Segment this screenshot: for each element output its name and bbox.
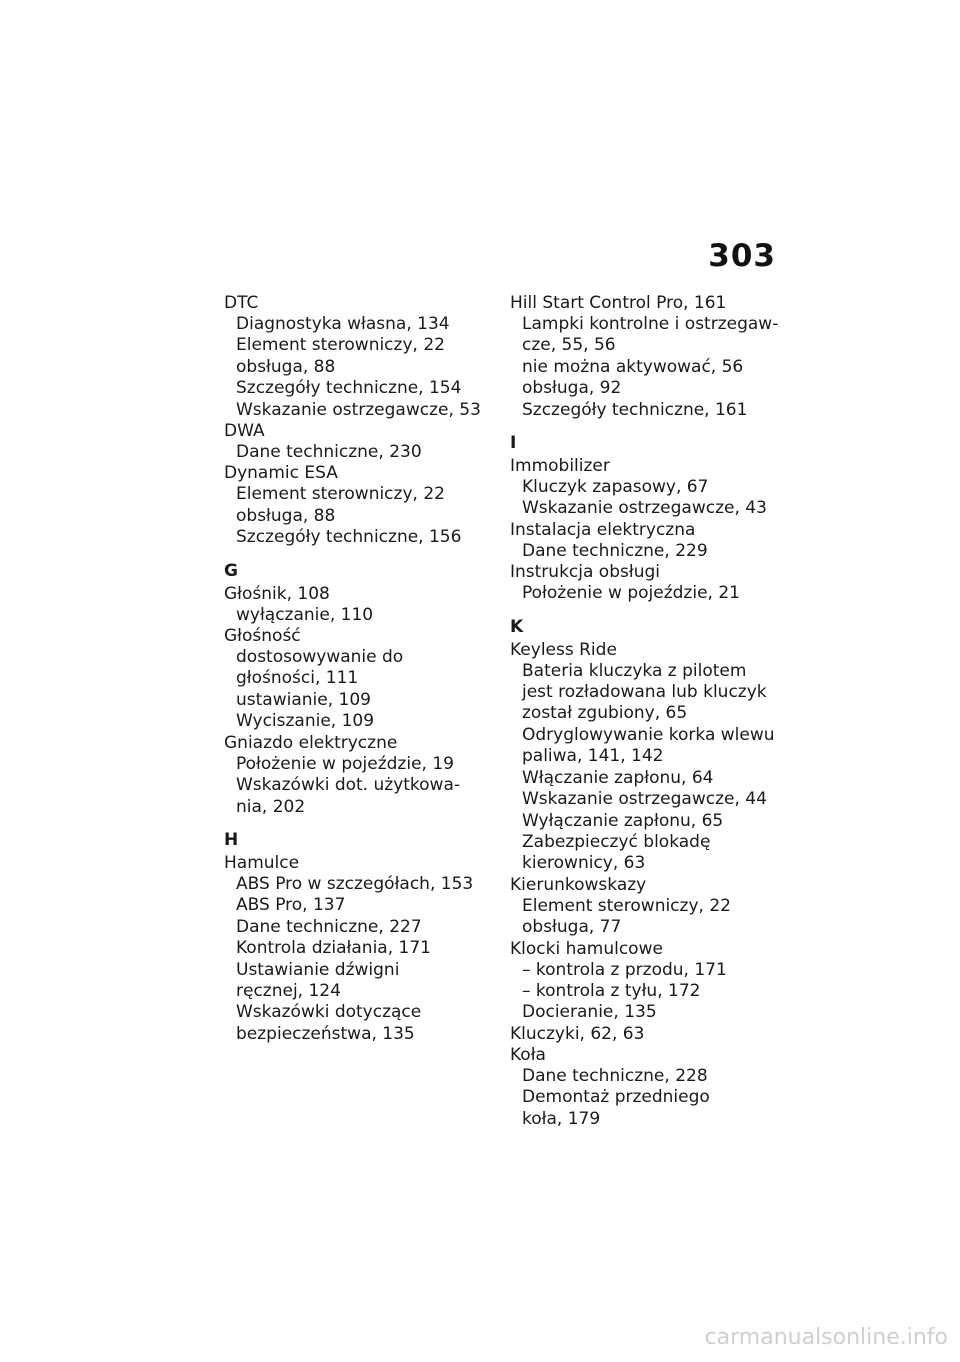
index-subentry-line: jest rozładowana lub kluczyk [522, 682, 767, 703]
index-subentry-line: Wyciszanie, 109 [236, 711, 375, 732]
index-subentry-line: Element sterowniczy, 22 [236, 335, 445, 356]
index-term: Kierunkowskazy [510, 874, 647, 895]
index-subentry-line: paliwa, 141, 142 [522, 746, 664, 767]
index-subentry [224, 874, 494, 895]
index-subentry-line: obsługa, 77 [522, 917, 622, 938]
index-subentry-line: Dane techniczne, 227 [236, 916, 422, 937]
index-subentry [224, 335, 494, 356]
index-subentry-line: ABS Pro, 137 [236, 895, 346, 916]
index-subentry-line: Dane techniczne, 228 [522, 1065, 708, 1086]
index-entry [510, 293, 780, 421]
index-column-left [224, 293, 494, 1045]
index-subentry-line: Dane techniczne, 230 [236, 442, 422, 463]
index-subentry [224, 775, 494, 818]
index-subentry-line: Wskazówki dotyczące [236, 1002, 422, 1023]
index-term: Dynamic ESA [224, 463, 338, 484]
index-subentry [510, 498, 780, 519]
index-term: Gniazdo elektryczne [224, 732, 398, 753]
index-subentry [510, 378, 780, 399]
index-subentry-line: cze, 55, 56 [522, 335, 616, 356]
index-entry [510, 875, 780, 939]
index-entry [510, 939, 780, 1024]
index-subentry-line: głośności, 111 [236, 668, 359, 689]
index-subentry-line: Szczegóły techniczne, 154 [236, 378, 462, 399]
index-subentry [224, 917, 494, 938]
index-subentry-line: dostosowywanie do [236, 647, 404, 668]
index-subentry-line: Dane techniczne, 229 [522, 540, 708, 561]
index-subentry [510, 832, 780, 875]
index-subentry-line: Wyłączanie zapłonu, 65 [522, 810, 724, 831]
index-subentry [510, 917, 780, 938]
index-subentry [224, 314, 494, 335]
index-entry [510, 1024, 780, 1045]
index-term: Hill Start Control Pro, 161 [510, 293, 727, 313]
index-subentry-line: Diagnostyka własna, 134 [236, 314, 450, 334]
index-term: Keyless Ride [510, 639, 617, 660]
index-subentry [510, 768, 780, 789]
index-subentry-line: koła, 179 [522, 1108, 601, 1129]
index-term: Klocki hamulcowe [510, 938, 663, 959]
index-subentry [224, 754, 494, 775]
index-subentry-line: Wskazówki dot. użytkowa- [236, 775, 461, 796]
index-subentry [510, 811, 780, 832]
index-term: Kluczyki, 62, 63 [510, 1023, 645, 1044]
index-entry [510, 1045, 780, 1130]
index-subentry [224, 378, 494, 399]
index-subentry [510, 789, 780, 810]
index-subentry [510, 477, 780, 498]
index-letter-heading: G [224, 560, 238, 581]
index-entry [510, 640, 780, 875]
index-subentry-line: Bateria kluczyka z pilotem [522, 660, 747, 681]
index-subentry-line: Położenie w pojeździe, 21 [522, 583, 740, 604]
index-subentry-line: Docieranie, 135 [522, 1002, 657, 1023]
index-entry [224, 733, 494, 818]
index-subentry [224, 690, 494, 711]
index-subentry [510, 1087, 780, 1130]
index-letter-heading: K [510, 616, 524, 637]
index-letter-heading: I [510, 433, 517, 454]
index-subentry-line: – kontrola z przodu, 171 [522, 959, 727, 980]
index-subentry [510, 541, 780, 562]
index-entry [510, 456, 780, 520]
index-subentry [224, 1002, 494, 1045]
index-letter-heading: H [224, 829, 239, 850]
index-entry [510, 562, 780, 604]
index-subentry [510, 896, 780, 917]
index-subentry-line: obsługa, 88 [236, 356, 336, 377]
index-subentry-line: ABS Pro w szczegółach, 153 [236, 873, 474, 894]
watermark: carmanualsonline.info [704, 1325, 948, 1350]
index-entry [224, 626, 494, 733]
index-subentry-line: Ustawianie dźwigni [236, 959, 400, 980]
index-subentry-line: Element sterowniczy, 22 [522, 895, 731, 916]
index-subentry [224, 484, 494, 505]
index-subentry [224, 960, 494, 1003]
index-subentry [224, 605, 494, 626]
index-subentry [224, 647, 494, 690]
index-subentry [510, 1002, 780, 1023]
index-subentry-line: Wskazanie ostrzegawcze, 43 [522, 498, 767, 519]
index-subentry [224, 400, 494, 421]
index-subentry-line: Demontaż przedniego [522, 1087, 710, 1108]
index-subentry-line: Wskazanie ostrzegawcze, 44 [522, 789, 767, 810]
index-entry [224, 853, 494, 1045]
index-subentry-line: nie można aktywować, 56 [522, 356, 744, 377]
index-subentry-line: obsługa, 88 [236, 505, 336, 526]
index-subentry [510, 357, 780, 378]
index-term: Instalacja elektryczna [510, 519, 696, 540]
index-term: Instrukcja obsługi [510, 562, 660, 583]
index-subentry [510, 661, 780, 725]
index-subentry-line: Szczegóły techniczne, 156 [236, 527, 462, 548]
index-subentry-line: Włączanie zapłonu, 64 [522, 767, 714, 788]
index-subentry-line: Lampki kontrolne i ostrzegaw- [522, 314, 779, 334]
index-entry [224, 293, 494, 421]
index-entry [510, 520, 780, 562]
index-subentry [224, 938, 494, 959]
index-subentry-line: ręcznej, 124 [236, 980, 341, 1001]
index-term: Koła [510, 1044, 546, 1065]
index-subentry [224, 895, 494, 916]
index-subentry [510, 400, 780, 421]
index-subentry [510, 960, 780, 981]
index-subentry [510, 314, 780, 357]
index-term: Głośność [224, 626, 301, 647]
index-subentry-line: Kontrola działania, 171 [236, 938, 431, 959]
index-entry [224, 463, 494, 548]
index-subentry-line: obsługa, 92 [522, 378, 622, 399]
index-subentry [510, 583, 780, 604]
index-subentry [224, 357, 494, 378]
index-subentry-line: Kluczyk zapasowy, 67 [522, 477, 709, 498]
index-subentry-line: Element sterowniczy, 22 [236, 484, 445, 505]
index-subentry-line: – kontrola z tyłu, 172 [522, 980, 701, 1001]
index-subentry [224, 527, 494, 548]
index-subentry [224, 442, 494, 463]
index-subentry-line: wyłączanie, 110 [236, 604, 374, 625]
page-number: 303 [708, 238, 776, 274]
index-subentry-line: Odryglowywanie korka wlewu [522, 724, 775, 745]
index-subentry-line: Szczegóły techniczne, 161 [522, 399, 748, 420]
index-term: Hamulce [224, 852, 300, 873]
index-subentry-line: bezpieczeństwa, 135 [236, 1023, 415, 1044]
index-term: Głośnik, 108 [224, 583, 330, 604]
index-subentry-line: Położenie w pojeździe, 19 [236, 753, 454, 774]
index-subentry-line: Zabezpieczyć blokadę [522, 831, 711, 852]
index-entry [224, 584, 494, 626]
index-subentry [224, 506, 494, 527]
index-subentry [510, 1066, 780, 1087]
index-subentry-line: Wskazanie ostrzegawcze, 53 [236, 399, 481, 420]
index-subentry-line: nia, 202 [236, 796, 306, 817]
index-subentry-line: ustawianie, 109 [236, 689, 371, 710]
index-subentry [224, 711, 494, 732]
index-term: Immobilizer [510, 456, 610, 477]
index-column-right [510, 293, 780, 1130]
index-term: DTC [224, 293, 259, 313]
index-subentry-line: został zgubiony, 65 [522, 703, 688, 724]
index-entry [224, 421, 494, 463]
index-subentry [510, 725, 780, 768]
index-subentry [510, 981, 780, 1002]
index-term: DWA [224, 421, 265, 442]
index-subentry-line: kierownicy, 63 [522, 853, 646, 874]
